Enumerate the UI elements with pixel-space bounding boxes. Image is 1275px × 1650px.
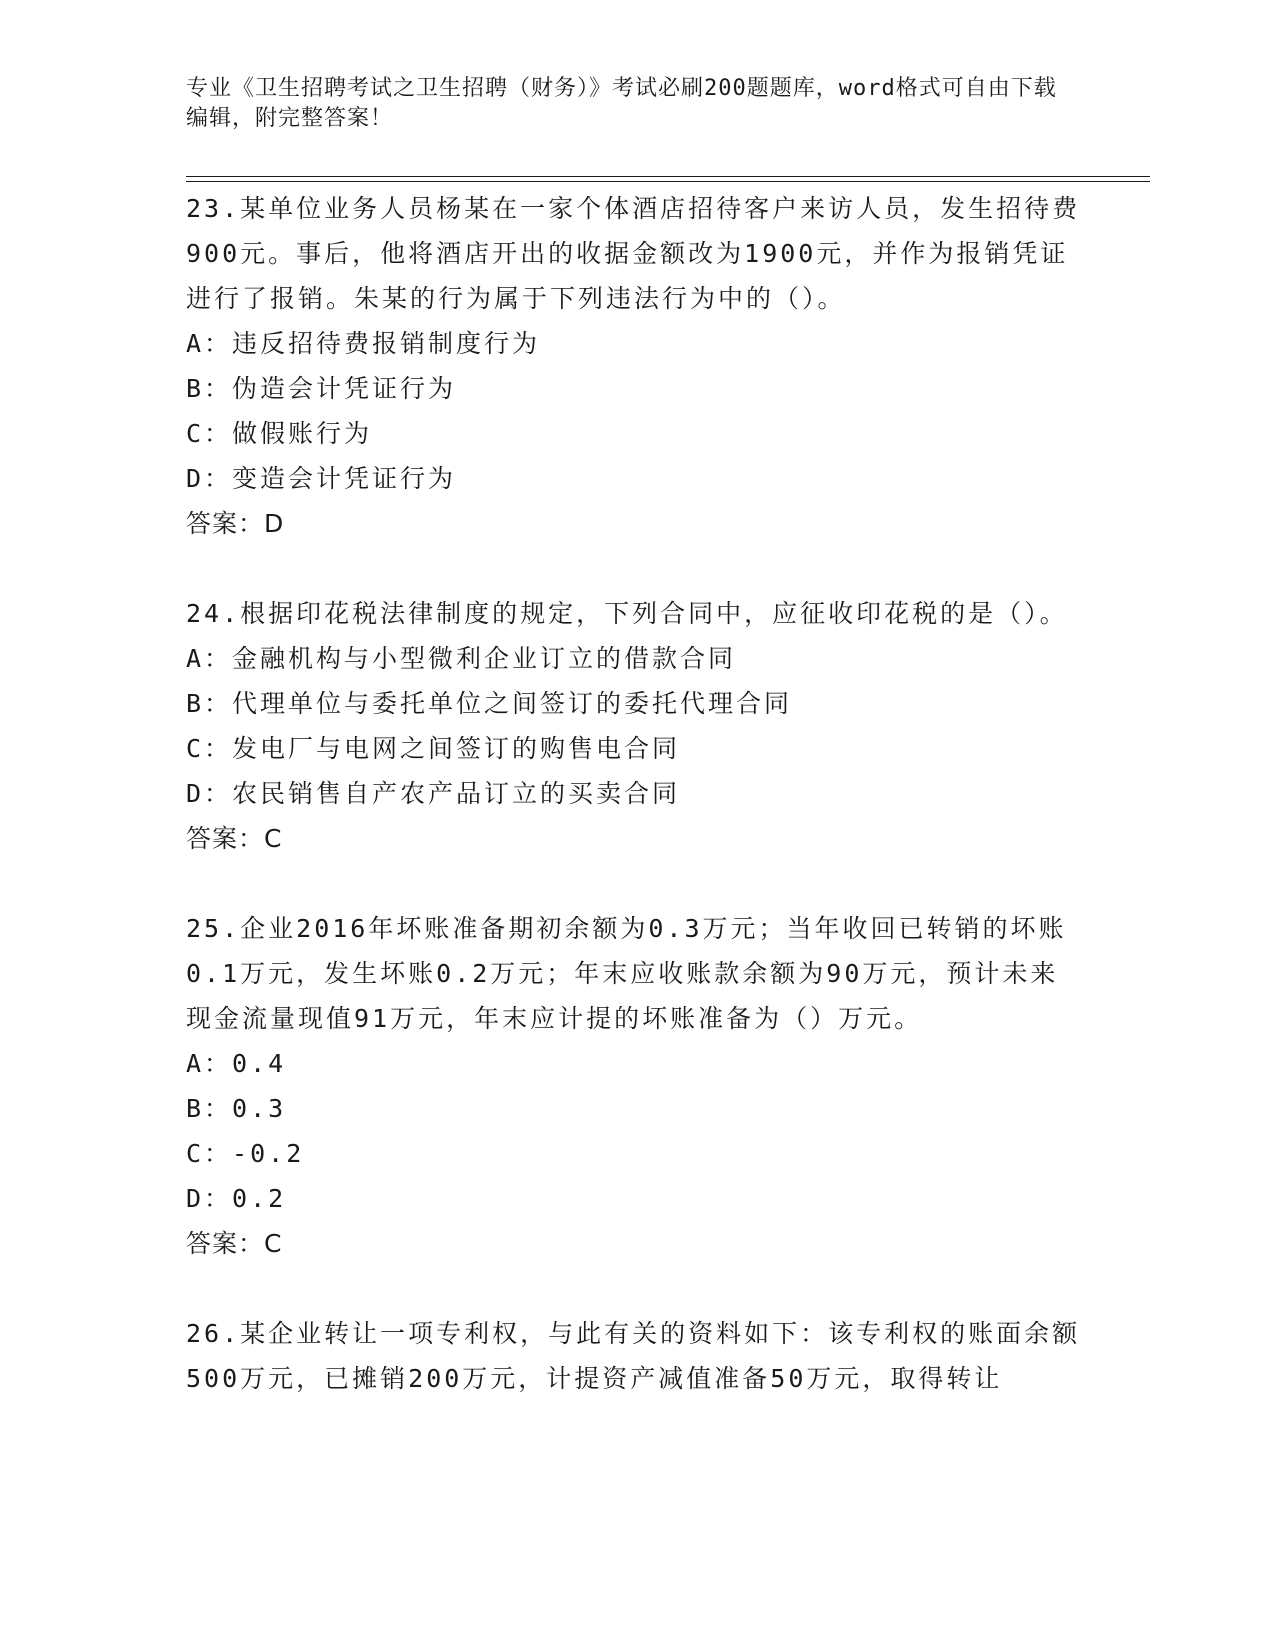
question-stem: 24.根据印花税法律制度的规定，下列合同中，应征收印花税的是（）。	[186, 599, 1068, 628]
question-stem: 25.企业2016年坏账准备期初余额为0.3万元；当年收回已转销的坏账0.1万元，发生坏账0.2万元；年末应收账款余额为90万元，预计未来现金流量现值91万元，年末应计提的坏账准备为（）万元。	[186, 914, 1067, 1033]
document-header: 专业《卫生招聘考试之卫生招聘（财务）》考试必刷200题题库，word格式可自由下载编辑，附完整答案！	[186, 76, 1057, 131]
answer-line: 答案：C	[186, 1229, 283, 1258]
question-25	[186, 906, 1086, 1266]
question-spacer	[186, 1266, 1086, 1311]
question-24	[186, 591, 1086, 861]
question-spacer	[186, 861, 1086, 906]
option-b: B：代理单位与委托单位之间签订的委托代理合同	[186, 689, 793, 718]
question-stem: 26.某企业转让一项专利权，与此有关的资料如下：该专利权的账面余额500万元，已摊销200万元，计提资产减值准备50万元，取得转让	[186, 1319, 1081, 1393]
option-c: C：-0.2	[186, 1139, 305, 1168]
option-d: D：农民销售自产农产品订立的买卖合同	[186, 779, 681, 808]
option-c: C：做假账行为	[186, 419, 373, 448]
question-stem: 23.某单位业务人员杨某在一家个体酒店招待客户来访人员，发生招待费900元。事后，他将酒店开出的收据金额改为1900元，并作为报销凭证进行了报销。朱某的行为属于下列违法行为中的（）。	[186, 194, 1081, 313]
question-26	[186, 1311, 1086, 1401]
question-23	[186, 186, 1086, 546]
answer-line: 答案：D	[186, 509, 285, 538]
option-b: B：伪造会计凭证行为	[186, 374, 457, 403]
header-rule-top	[186, 176, 1150, 177]
question-list	[186, 186, 1086, 1401]
option-a: A：金融机构与小型微利企业订立的借款合同	[186, 644, 737, 673]
option-a: A：违反招待费报销制度行为	[186, 329, 541, 358]
option-c: C：发电厂与电网之间签订的购售电合同	[186, 734, 681, 763]
option-a: A：0.4	[186, 1049, 287, 1078]
option-d: D：变造会计凭证行为	[186, 464, 457, 493]
header-rule-bottom	[186, 181, 1150, 182]
option-b: B：0.3	[186, 1094, 287, 1123]
answer-line: 答案：C	[186, 824, 283, 853]
question-spacer	[186, 546, 1086, 591]
option-d: D：0.2	[186, 1184, 287, 1213]
